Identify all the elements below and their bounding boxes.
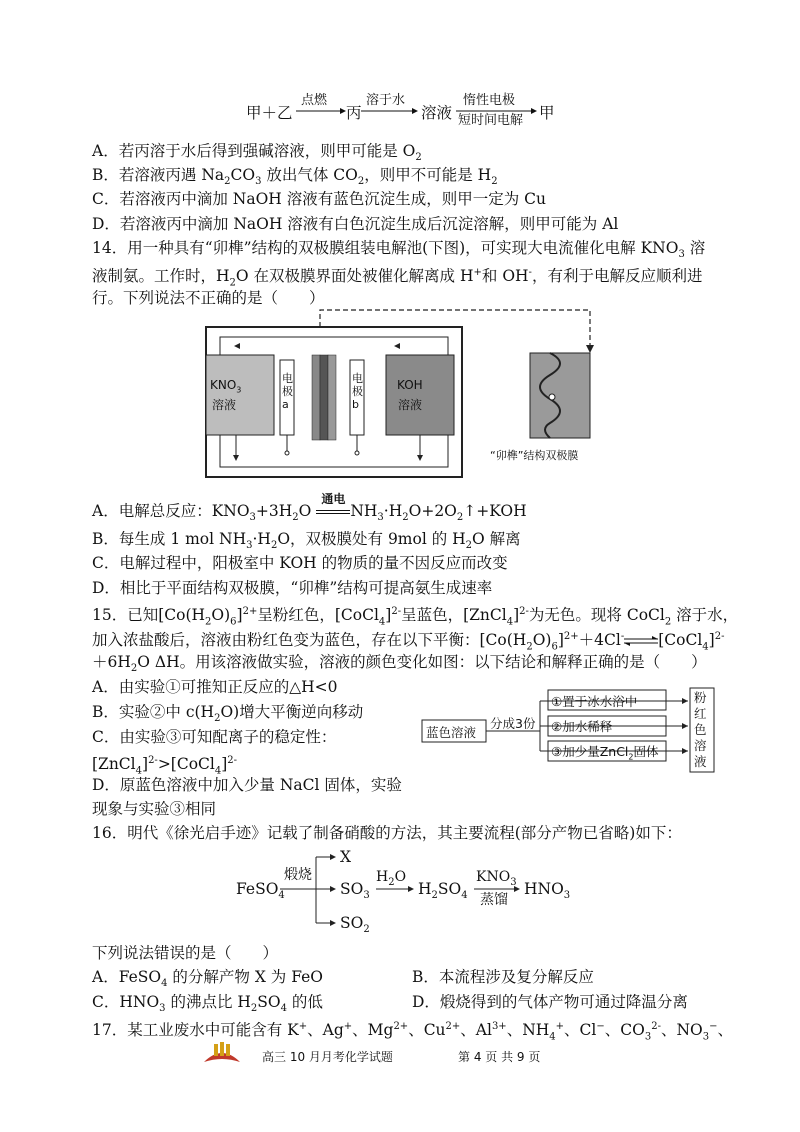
q16-hno3: $HNO_3$ [524,880,571,902]
q13-option-d: D．若溶液丙中滴加 NaOH 溶液有白色沉淀生成后沉淀溶解，则甲可能为 Al [92,215,619,233]
q16-calcine-label: 煅烧 [284,867,312,883]
q13-mid2: 溶液 [421,104,453,122]
footer-title: 高三 10 月月考化学试题 [262,1050,393,1064]
q14-left-solution-label-1: $KNO_3$ [210,378,242,395]
q14-option-c: C．电解过程中，阳极室中 KOH 的物质的量不因反应而改变 [92,554,508,572]
q14-option-d: D．相比于平面结构双极膜，“卯榫”结构可提高氨生成速率 [92,579,493,597]
q13-arrow3-bottom: 短时间电解 [458,113,524,128]
q16-option-b: B．本流程涉及复分解反应 [412,968,594,986]
q15-split-label: 分成3份 [490,716,536,731]
q13-flow [0,93,800,128]
q15-option-a: A．由实验①可推知正反应的△H<0 [92,678,338,696]
q16-option-a: A．FeSO$_4$ 的分解产物 X 为 FeO [92,968,324,990]
q15-option-b: B．实验②中 $c(H_2O)$增大平衡逆向移动 [92,703,364,725]
q13-mid1: 丙 [346,104,362,122]
q14-option-b: B．每生成 1 mol $NH_3\cdot H_2O$，双极膜处有 9mol 的 $H_2O$ 解离 [92,530,521,552]
q13-end: 甲 [539,104,555,122]
q15-step1-label: ①置于冰水浴中 [551,694,638,709]
q14-stem-line3: 行。下列说法不正确的是（ ） [92,289,325,307]
q16-distill-label: 蒸馏 [480,892,508,908]
q15-stem-line1: 15．已知$[Co(H_2O)_6]^{2+}$呈粉红色，[CoCl$_4$]$^{2-}$呈蓝色，[ZnCl$_4$]$^{2-}$为无色。现将 CoCl$_2$ 溶于水， [92,606,739,628]
q15-result-label: 粉红色溶液 [694,690,707,769]
q16-product-x: X [340,848,352,866]
q14-option-a: A．电解总反应：$KNO_3+3H_2O$ 通电 $NH_3\cdot H_2O+2O_2↑+KOH$ [92,492,527,524]
q15-stem-line2: 加入浓盐酸后，溶液由粉红色变为蓝色，存在以下平衡：$[Co(H_2O)_6]^{2+}+4Cl^-$ [CoCl$_4$]$^{2-}$ [92,631,725,653]
q14-right-solution-label-2: 溶液 [398,398,423,412]
q14-electrode-a-label: 电极a [282,372,293,411]
q16-option-c: C．$HNO_3$ 的沸点比 $H_2SO_4$ 的低 [92,993,323,1015]
q16-option-d: D．煅烧得到的气体产物可通过降温分离 [412,993,688,1011]
school-logo-icon [200,1038,244,1068]
q15-source-label: 蓝色溶液 [426,725,477,740]
q16-question: 下列说法错误的是（ ） [92,944,279,962]
q16-stem: 16．明代《徐光启手迹》记载了制备硝酸的方法，其主要流程(部分产物已省略)如下： [92,824,682,842]
q14-inset-caption: “卯榫”结构双极膜 [490,449,579,462]
q13-start: 甲＋乙 [246,104,293,122]
q14-stem-line2: 液制氨。工作时，$H_2O$ 在双极膜界面处被催化解离成 H+和 OH-，有利于电解反应顺利进 [92,267,703,289]
q15-option-c-line1: C．由实验③可知配离子的稳定性： [92,728,337,746]
q16-h2so4: $H_2SO_4$ [418,880,468,902]
q13-option-b: B．若溶液丙遇 $Na_2CO_3$ 放出气体 $CO_2$，则甲不可能是 $H_2$ [92,166,498,188]
q15-step3-label: ③加少量ZnCl$_2$固体 [551,744,659,762]
q15-option-d-line2: 现象与实验③相同 [92,800,217,818]
q15-stem-line3: $+6H_2O$ ΔH。用该溶液做实验，溶液的颜色变化如图：以下结论和解释正确的是（ ） [92,653,707,675]
q13-arrow3-top: 惰性电极 [463,93,516,108]
q17-stem: 17．某工业废水中可能含有 K+、Ag+、$Mg^{2+}$、$Cu^{2+}$、$Al^{3+}$、$NH_4^+$、Cl−、$CO_3^{2-}$、$NO_3^-$、 [92,1021,734,1043]
q16-so2: $SO_2$ [340,914,370,936]
q15-option-d-line1: D．原蓝色溶液中加入少量 NaCl 固体，实验 [92,776,402,794]
q14-right-solution-label-1: KOH [397,378,423,392]
q13-option-c: C．若溶液丙中滴加 NaOH 溶液有蓝色沉淀生成，则甲一定为 Cu [92,190,547,208]
q16-feso4: FeSO$_4$ [236,880,285,902]
q16-so3: $SO_3$ [340,880,370,902]
q13-arrow1-label: 点燃 [301,93,328,108]
q14-electrode-b-label: 电极b [352,372,363,411]
footer-page-number: 第 4 页 共 9 页 [458,1050,541,1064]
q13-option-a: A．若丙溶于水后得到强碱溶液，则甲可能是 $O_2$ [92,142,422,164]
q16-kno3-label: $KNO_3$ [476,869,517,888]
q14-left-solution-label-2: 溶液 [212,398,237,412]
q13-arrow2-label: 溶于水 [366,93,406,108]
q14-stem-line1: 14．用一种具有“卯榫”结构的双极膜组装电解池(下图)，可实现大电流催化电解 $KNO_3$ 溶 [92,239,706,261]
q15-option-c-line2: [ZnCl$_4$]$^{2-}$>[CoCl$_4$]$^{2-}$ [92,755,238,777]
q16-h2o-label: $H_2O$ [376,869,407,888]
q15-step2-label: ②加水稀释 [551,719,613,734]
